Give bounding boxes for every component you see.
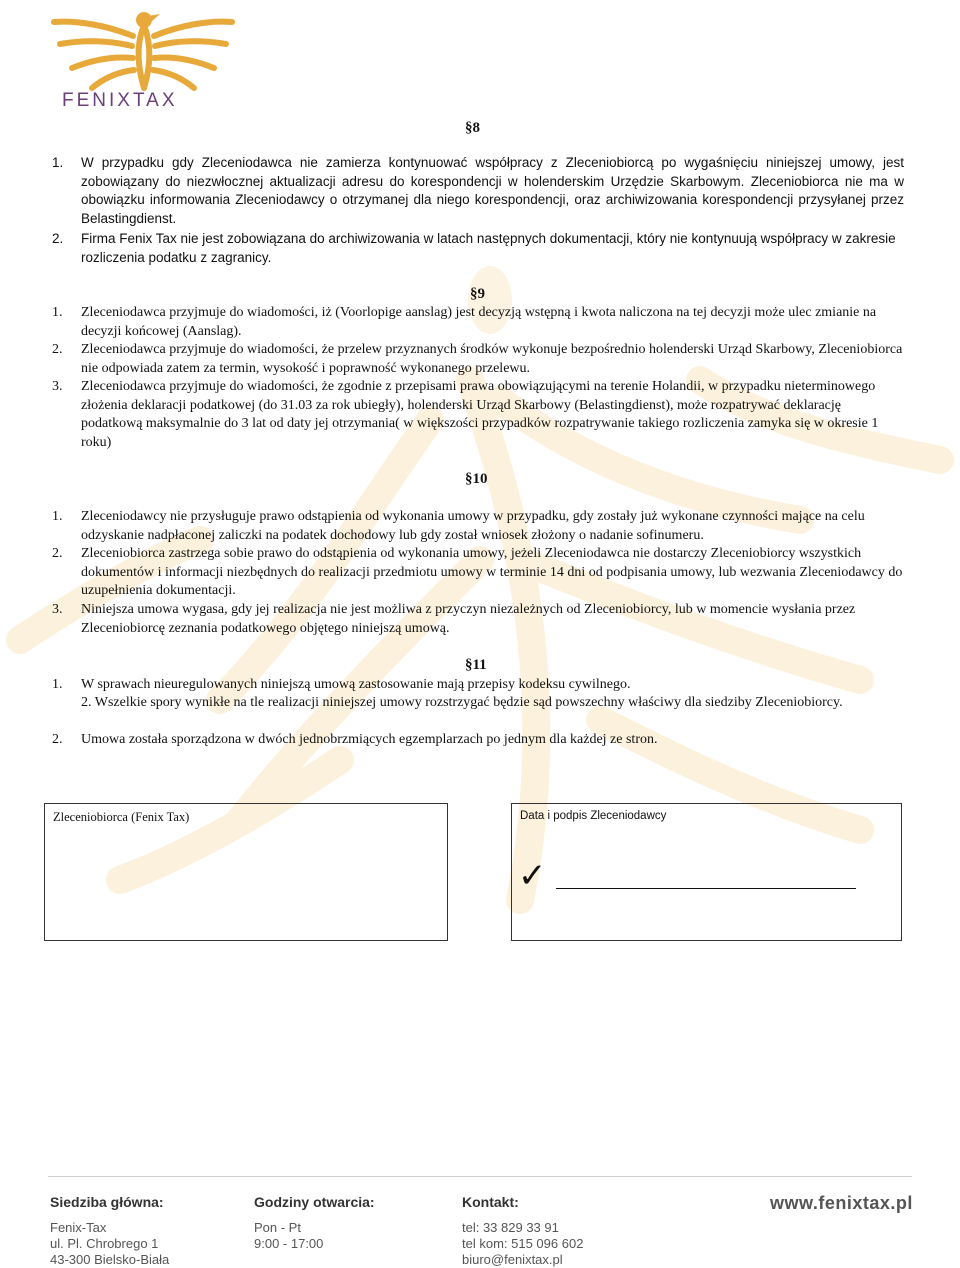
footer-line: 9:00 - 17:00	[254, 1236, 324, 1251]
item-text: Zleceniodawca przyjmuje do wiadomości, że przelew przyznanych środków wykonuje bezpośrednio holenderski Urząd Skarbowy, Zleceniobiorca nie odpowiada zatem za termin, wysokość i poprawność wykonanego przelewu.	[81, 342, 903, 376]
list-item	[52, 378, 904, 454]
signature-line	[556, 888, 856, 889]
item-text: Zleceniodawca przyjmuje do wiadomości, iż (Voorlopige aanslag) jest decyzją wstępną i kwota naliczona na tej decyzji może ulec zmianie na decyzji końcowej (Aanslag).	[81, 305, 877, 339]
checkmark-icon: ✓	[518, 856, 547, 896]
footer-headquarters-heading: Siedziba główna:	[50, 1194, 164, 1210]
footer-contact	[462, 1194, 583, 1268]
client-signature-box[interactable]	[511, 803, 902, 941]
item-text: Zleceniobiorca zastrzega sobie prawo do odstąpienia od wykonania umowy, jeżeli Zleceniodawca nie dostarczy Zleceniobiorcy wszystkich dokumentów i informacji niezbędnych do realizacji przedmiotu umowy w terminie 14 dni od podpisania umowy, lub wezwania Zleceniodawcy do uzupełnienia dokumentacji.	[81, 546, 903, 598]
footer-mobile[interactable]: tel kom: 515 096 602	[462, 1236, 584, 1251]
footer-hours-heading: Godziny otwarcia:	[254, 1194, 375, 1210]
list-item	[52, 341, 904, 379]
item-text: Zleceniodawcy nie przysługuje prawo odstąpienia od wykonania umowy w przypadku, gdy zostały już wykonane czynności mające na celu odzyskanie nadpłaconej zaliczki na podatek dochodowy lub gdy został wniosek złożony o nadanie sofinumeru.	[81, 509, 865, 543]
list-item	[52, 154, 904, 230]
client-signature-label: Data i podpis Zleceniodawcy	[520, 810, 667, 822]
brand-wordmark: FENIXTAX	[62, 90, 178, 111]
list-item	[52, 230, 904, 270]
list-item	[52, 508, 904, 546]
item-text: W przypadku gdy Zleceniodawca nie zamierza kontynuować współpracy z Zleceniobiorcą po wygaśnięciu niniejszej umowy, jest zobowiązany do niezwłocznej aktualizacji adresu do korespondencji w holenderskim Urzędzie Skarbowym. Zleceniobiorca nie ma w obowiązku informowania Zleceniodawcy o otrzymanej dla niego korespondencji, oraz archiwizowania korespondencji przysyłanej przez Belastingdienst.	[81, 155, 904, 226]
list-item	[52, 601, 904, 639]
list-item	[52, 731, 904, 751]
footer-divider	[48, 1176, 912, 1177]
item-number: 2.	[52, 231, 64, 246]
list-item	[52, 694, 904, 732]
item-text: Niniejsza umowa wygasa, gdy jej realizacja nie jest możliwa z przyczyn niezależnych od Zleceniobiorcy, lub w momencie wysłania przez Zleceniobiorcę zeznania podatkowego objętego niniejszą umową.	[81, 602, 856, 636]
item-number: 1.	[52, 677, 63, 692]
section-title-8: §8	[465, 120, 480, 136]
item-text: Firma Fenix Tax nie jest zobowiązana do archiwizowania w latach następnych dokumentacji, który nie kontynuują współpracy w zakresie rozliczenia podatku z zagranicy.	[81, 231, 896, 265]
footer-line: 43-300 Bielsko-Biała	[50, 1252, 170, 1267]
contractor-signature-label: Zleceniobiorca (Fenix Tax)	[53, 810, 190, 824]
contractor-signature-box[interactable]	[44, 803, 448, 941]
item-text: W sprawach nieuregulowanych niniejszą umową zastosowanie mają przepisy kodeksu cywilnego.	[81, 677, 631, 692]
item-number: 1.	[52, 509, 63, 524]
item-number: 2.	[52, 732, 63, 747]
section-title-11: §11	[465, 657, 487, 673]
footer-line: ul. Pl. Chrobrego 1	[50, 1236, 159, 1251]
footer-contact-heading: Kontakt:	[462, 1194, 519, 1210]
footer-headquarters	[50, 1194, 169, 1268]
list-item	[52, 545, 904, 601]
item-number: 3.	[52, 379, 63, 394]
section-title-10: §10	[465, 471, 488, 487]
section-title-9: §9	[470, 286, 485, 302]
item-number: 3.	[52, 602, 63, 617]
item-number: 1.	[52, 305, 63, 320]
item-number: 1.	[52, 155, 64, 170]
list-item	[52, 304, 904, 342]
footer-email-link[interactable]: biuro@fenixtax.pl	[462, 1252, 563, 1267]
footer-phone[interactable]: tel: 33 829 33 91	[462, 1220, 559, 1235]
footer-website-link[interactable]: www.fenixtax.pl	[770, 1193, 913, 1213]
footer-opening-hours	[254, 1194, 375, 1252]
footer-line: Pon - Pt	[254, 1220, 301, 1235]
item-number: 2.	[52, 546, 63, 561]
item-text: Umowa została sporządzona w dwóch jednobrzmiących egzemplarzach po jednym dla każdej ze stron.	[81, 732, 658, 747]
list-item	[52, 676, 904, 696]
footer-line: Fenix-Tax	[50, 1220, 107, 1235]
item-text: Zleceniodawca przyjmuje do wiadomości, że zgodnie z przepisami prawa obowiązującymi na terenie Holandii, w przypadku nieterminowego złożenia deklaracji podatkowej (do 31.03 za rok ubiegły), holenderski Urząd Skarbowy (Belastingdienst), może rozpatrywać deklarację podatkową maksymalnie do 3 lat od daty jej otrzymania( w większości przypadków rozpatrywanie takiego rozliczenia zamyka się w okresie 1 roku)	[81, 379, 879, 450]
item-text: 2. Wszelkie spory wynikłe na tle realizacji niniejszej umowy rozstrzygać będzie sąd powszechny właściwy dla siedziby Zleceniobiorcy.	[81, 695, 843, 710]
item-number: 2.	[52, 342, 63, 357]
